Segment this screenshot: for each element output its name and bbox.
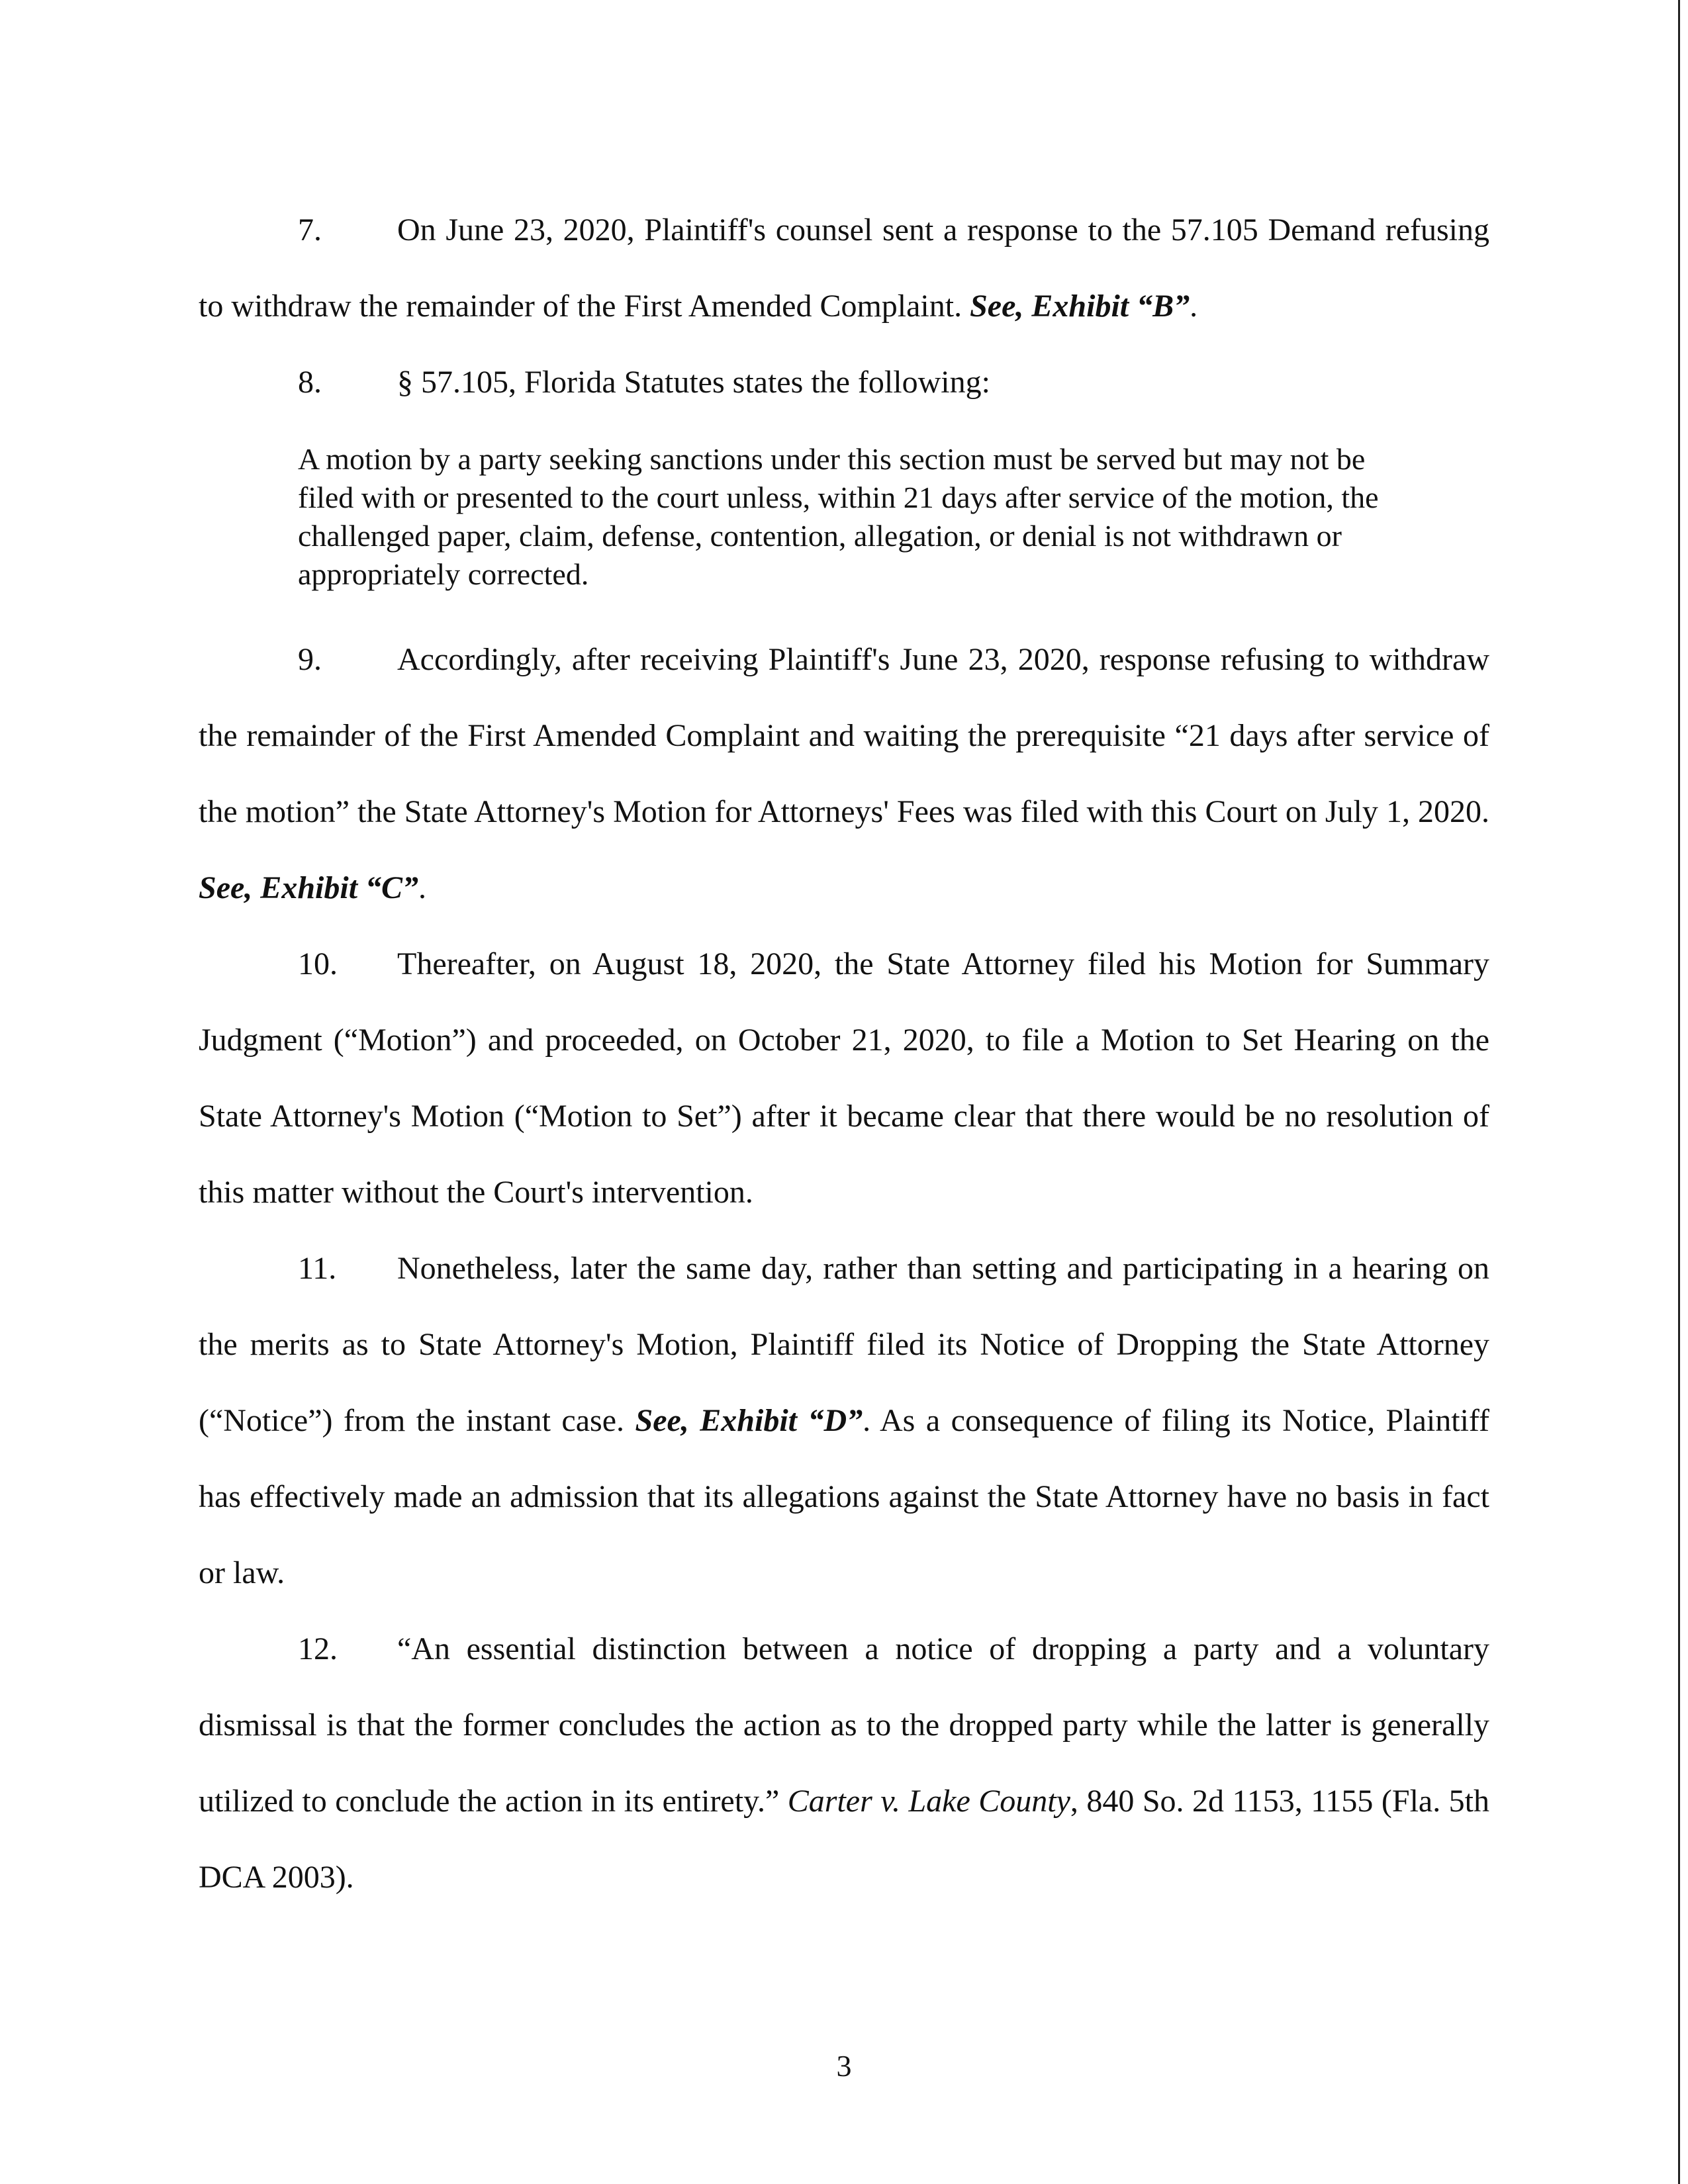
- paragraph-number: 9.: [298, 642, 322, 677]
- paragraph-number: 10.: [298, 946, 338, 981]
- paragraph-12: [199, 1611, 1489, 1915]
- exhibit-citation: See, Exhibit “D”: [635, 1403, 863, 1438]
- exhibit-citation: See, Exhibit “C”: [199, 870, 419, 905]
- paragraph-number: 12.: [298, 1631, 338, 1666]
- paragraph-text: Accordingly, after receiving Plaintiff's June 23, 2020, response refusing to withdraw the remainder of the First Amended Complaint and waiting the prerequisite “21 days after service of the motion” the State Attorney's Motion for Attorneys' Fees was filed with this Court on July 1, 2020.: [199, 642, 1489, 829]
- paragraph-end: .: [418, 870, 427, 905]
- paragraph-text: On June 23, 2020, Plaintiff's counsel sent a response to the 57.105 Demand refusing to withdraw the remainder of the First Amended Complaint.: [199, 212, 1489, 324]
- page-edge-rule: [1678, 0, 1680, 2184]
- document-page: [199, 192, 1489, 1915]
- exhibit-citation: See, Exhibit “B”: [970, 289, 1190, 324]
- paragraph-text: Nonetheless, later the same day, rather than setting and participating in a hearing on the merits as to State Attorney's Motion, Plaintiff filed its Notice of Dropping the State Attorney (“Notice”) from the instant case.: [199, 1251, 1489, 1438]
- page-number: 3: [836, 2049, 852, 2083]
- paragraph-9: [199, 621, 1489, 926]
- case-citation: , 840 So. 2d 1153, 1155 (Fla. 5th DCA 2003).: [199, 1784, 1490, 1895]
- paragraph-7: [199, 192, 1489, 344]
- paragraph-text: Thereafter, on August 18, 2020, the State Attorney filed his Motion for Summary Judgment (“Motion”) and proceeded, on October 21, 2020, to file a Motion to Set Hearing on the State Attorney's Motion (“Motion to Set”) after it became clear that there would be no resolution of this matter without the Court's intervention.: [199, 946, 1489, 1210]
- paragraph-text-continued: . As a consequence of filing its Notice, Plaintiff has effectively made an admission that its allegations against the State Attorney have no basis in fact or law.: [199, 1403, 1490, 1590]
- paragraph-11: [199, 1230, 1489, 1611]
- paragraph-8: [199, 344, 1489, 420]
- paragraph-number: 11.: [298, 1251, 337, 1286]
- paragraph-text: “An essential distinction between a notice of dropping a party and a voluntary dismissal is that the former concludes the action as to the dropped party while the latter is generally utilized to conclude the action in its entirety.”: [199, 1631, 1489, 1819]
- case-name: Carter v. Lake County: [787, 1784, 1070, 1819]
- paragraph-10: [199, 926, 1489, 1230]
- paragraph-number: 7.: [298, 212, 322, 248]
- paragraph-text: § 57.105, Florida Statutes states the following:: [397, 365, 990, 400]
- paragraph-end: .: [1190, 289, 1198, 324]
- block-quote: A motion by a party seeking sanctions under this section must be served but may not be filed with or presented to the court unless, within 21 days after service of the motion, the challenged paper, claim, defense, contention, allegation, or denial is not withdrawn or appropriately corrected.: [298, 442, 1379, 591]
- paragraph-number: 8.: [298, 365, 322, 400]
